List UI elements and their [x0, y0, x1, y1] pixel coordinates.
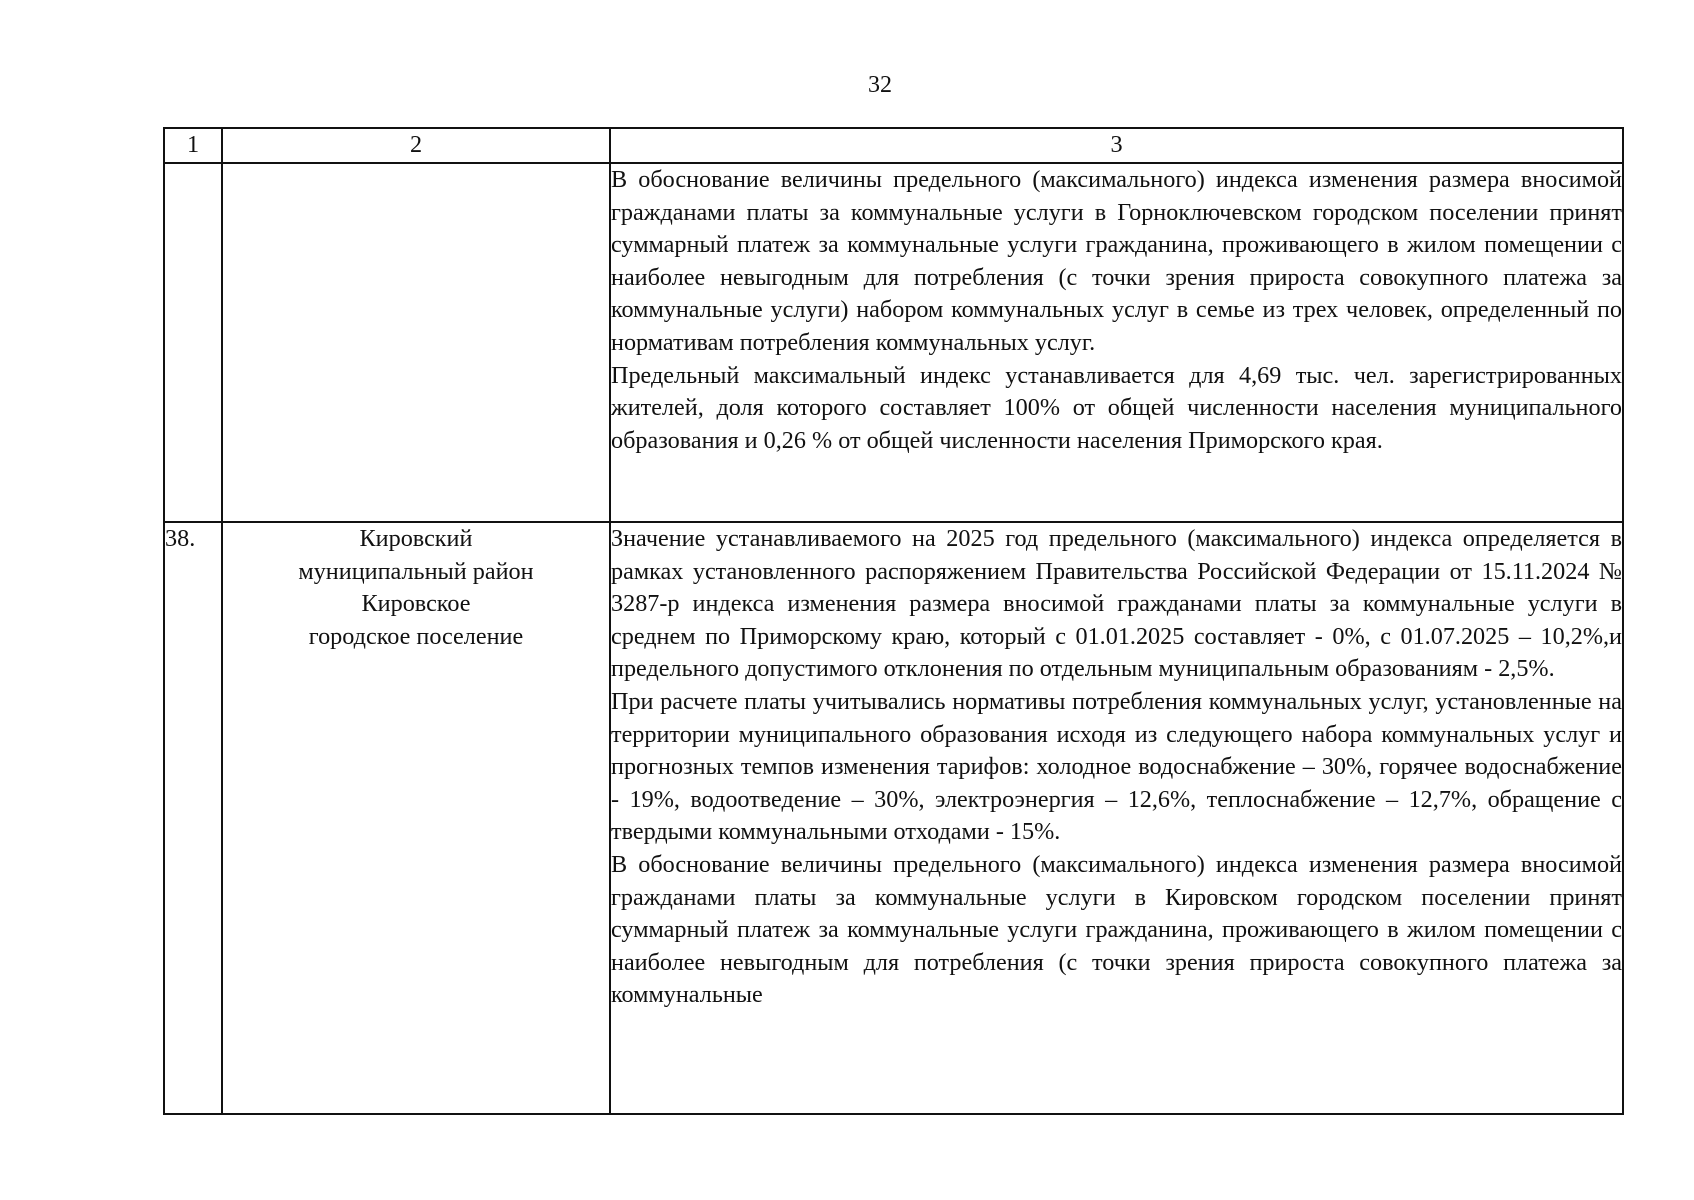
description-paragraph: Предельный максимальный индекс устанавливается для 4,69 тыс. чел. зарегистрированных жителей, доля которого составляет 100% от общей численности населения муниципального образования и 0,26 % от общей численности населения Приморского края. [611, 361, 1622, 454]
municipality-name-line: Кировский [359, 525, 473, 552]
description-paragraph: При расчете платы учитывались нормативы потребления коммунальных услуг, установленные на территории муниципального образования исходя из следующего набора коммунальных услуг и прогнозных темпов изменения тарифов: холодное водоснабжение – 30%, горячее водоснабжение - 19%, водоотведение – 30%, электроэнергия – 12,6%, теплоснабжение – 12,7%, обращение с твердыми коммунальными отходами - 15%. [611, 687, 1622, 846]
table-row [164, 163, 1623, 522]
municipality-name-line: муниципальный район [298, 557, 534, 585]
description-paragraph: Значение устанавливаемого на 2025 год предельного (максимального) индекса определяется в рамках установленного распоряжением Правительства Российской Федерации от 15.11.2024 № 3287-р индекса изменения размера вносимой гражданами платы за коммунальные услуги в среднем по Приморскому краю, который с 01.01.2025 составляет - 0%, с 01.07.2025 – 10,2%,и предельного допустимого отклонения по отдельным муниципальным образованиям - 2,5%. [611, 525, 1622, 683]
description-cell [610, 163, 1623, 522]
document-table [163, 127, 1624, 1115]
municipality-name-line: Кировское [361, 590, 471, 618]
municipality-name-line: городское поселение [308, 622, 524, 650]
description-paragraph: В обоснование величины предельного (максимального) индекса изменения размера вносимой гражданами платы за коммунальные услуги в Кировском городском поселении принят суммарный платеж за коммунальные услуги гражданина, проживающего в жилом помещении с наиболее невыгодным для потребления (с точки зрения прироста совокупного платежа за коммунальные [611, 850, 1622, 1009]
municipality-cell [222, 163, 610, 522]
column-header-3: 3 [610, 128, 1623, 163]
column-header-2: 2 [222, 128, 610, 163]
municipality-cell [222, 522, 610, 1114]
column-header-1: 1 [164, 128, 222, 163]
description-cell [610, 522, 1623, 1114]
table-header-row [164, 128, 1623, 163]
row-number-cell [164, 163, 222, 522]
page-number: 32 [868, 72, 892, 98]
table-row [164, 522, 1623, 1114]
description-paragraph: В обоснование величины предельного (максимального) индекса изменения размера вносимой гражданами платы за коммунальные услуги в Горноключевском городском поселении принят суммарный платеж за коммунальные услуги гражданина, проживающего в жилом помещении с наиболее невыгодным для потребления (с точки зрения прироста совокупного платежа за коммунальные услуги) набором коммунальных услуг в семье из трех человек, определенный по нормативам потребления коммунальных услуг. [611, 166, 1622, 356]
row-number-cell: 38. [164, 522, 222, 1114]
